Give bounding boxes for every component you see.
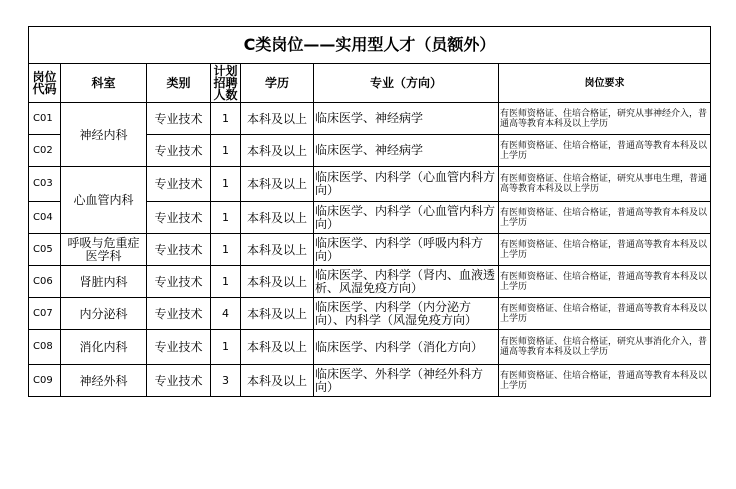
cell-code: C02 [29,135,61,167]
cell-dept: 呼吸与危重症医学科 [61,234,147,266]
table-row [29,365,711,397]
cell-category: 专业技术 [147,103,211,135]
cell-edu: 本科及以上 [241,202,314,234]
cell-plan: 1 [211,202,241,234]
cell-code: C07 [29,298,61,330]
cell-dept: 神经外科 [61,365,147,397]
cell-major: 临床医学、内科学（肾内、血液透析、风湿免疫方向） [314,266,499,298]
cell-category: 专业技术 [147,202,211,234]
cell-requirements: 有医师资格证、住培合格证，普通高等教育本科及以上学历 [499,266,711,298]
cell-plan: 1 [211,103,241,135]
table-row [29,330,711,365]
cell-plan: 1 [211,234,241,266]
cell-plan: 1 [211,135,241,167]
cell-requirements: 有医师资格证、住培合格证，普通高等教育本科及以上学历 [499,365,711,397]
cell-code: C08 [29,330,61,365]
table-row [29,266,711,298]
header-code: 岗位代码 [29,64,61,103]
cell-requirements: 有医师资格证、住培合格证，研究从事神经介入，普通高等教育本科及以上学历 [499,103,711,135]
cell-edu: 本科及以上 [241,103,314,135]
cell-category: 专业技术 [147,266,211,298]
cell-dept: 肾脏内科 [61,266,147,298]
cell-edu: 本科及以上 [241,365,314,397]
header-major: 专业（方向） [314,64,499,103]
cell-code: C03 [29,167,61,202]
cell-edu: 本科及以上 [241,167,314,202]
table-row [29,298,711,330]
cell-category: 专业技术 [147,298,211,330]
cell-requirements: 有医师资格证、住培合格证，普通高等教育本科及以上学历 [499,135,711,167]
cell-major: 临床医学、内科学（心血管内科方向） [314,167,499,202]
cell-edu: 本科及以上 [241,298,314,330]
table-title: C类岗位——实用型人才（员额外） [29,27,711,64]
header-category: 类别 [147,64,211,103]
table-row [29,167,711,202]
cell-edu: 本科及以上 [241,234,314,266]
cell-plan: 1 [211,167,241,202]
cell-category: 专业技术 [147,167,211,202]
cell-requirements: 有医师资格证、住培合格证，研究从事消化介入，普通高等教育本科及以上学历 [499,330,711,365]
cell-category: 专业技术 [147,330,211,365]
cell-category: 专业技术 [147,234,211,266]
cell-requirements: 有医师资格证、住培合格证，普通高等教育本科及以上学历 [499,202,711,234]
cell-dept: 内分泌科 [61,298,147,330]
cell-major: 临床医学、内科学（消化方向） [314,330,499,365]
cell-major: 临床医学、内科学（呼吸内科方向） [314,234,499,266]
cell-plan: 1 [211,330,241,365]
cell-major: 临床医学、外科学（神经外科方向） [314,365,499,397]
table-row [29,103,711,135]
cell-code: C06 [29,266,61,298]
header-dept: 科室 [61,64,147,103]
header-plan: 计划招聘人数 [211,64,241,103]
cell-code: C09 [29,365,61,397]
header-edu: 学历 [241,64,314,103]
positions-table [28,26,711,397]
cell-dept: 心血管内科 [61,167,147,234]
cell-major: 临床医学、内科学（内分泌方向）、内科学（风湿免疫方向） [314,298,499,330]
cell-major: 临床医学、神经病学 [314,103,499,135]
cell-requirements: 有医师资格证、住培合格证，普通高等教育本科及以上学历 [499,298,711,330]
cell-code: C04 [29,202,61,234]
cell-code: C01 [29,103,61,135]
cell-major: 临床医学、神经病学 [314,135,499,167]
cell-category: 专业技术 [147,365,211,397]
cell-requirements: 有医师资格证、住培合格证，研究从事电生理，普通高等教育本科及以上学历 [499,167,711,202]
table-row [29,234,711,266]
header-requirements: 岗位要求 [499,64,711,103]
cell-edu: 本科及以上 [241,330,314,365]
cell-plan: 4 [211,298,241,330]
cell-requirements: 有医师资格证、住培合格证，普通高等教育本科及以上学历 [499,234,711,266]
cell-major: 临床医学、内科学（心血管内科方向） [314,202,499,234]
cell-edu: 本科及以上 [241,266,314,298]
cell-edu: 本科及以上 [241,135,314,167]
cell-code: C05 [29,234,61,266]
cell-plan: 1 [211,266,241,298]
cell-plan: 3 [211,365,241,397]
cell-category: 专业技术 [147,135,211,167]
cell-dept: 神经内科 [61,103,147,167]
cell-dept: 消化内科 [61,330,147,365]
